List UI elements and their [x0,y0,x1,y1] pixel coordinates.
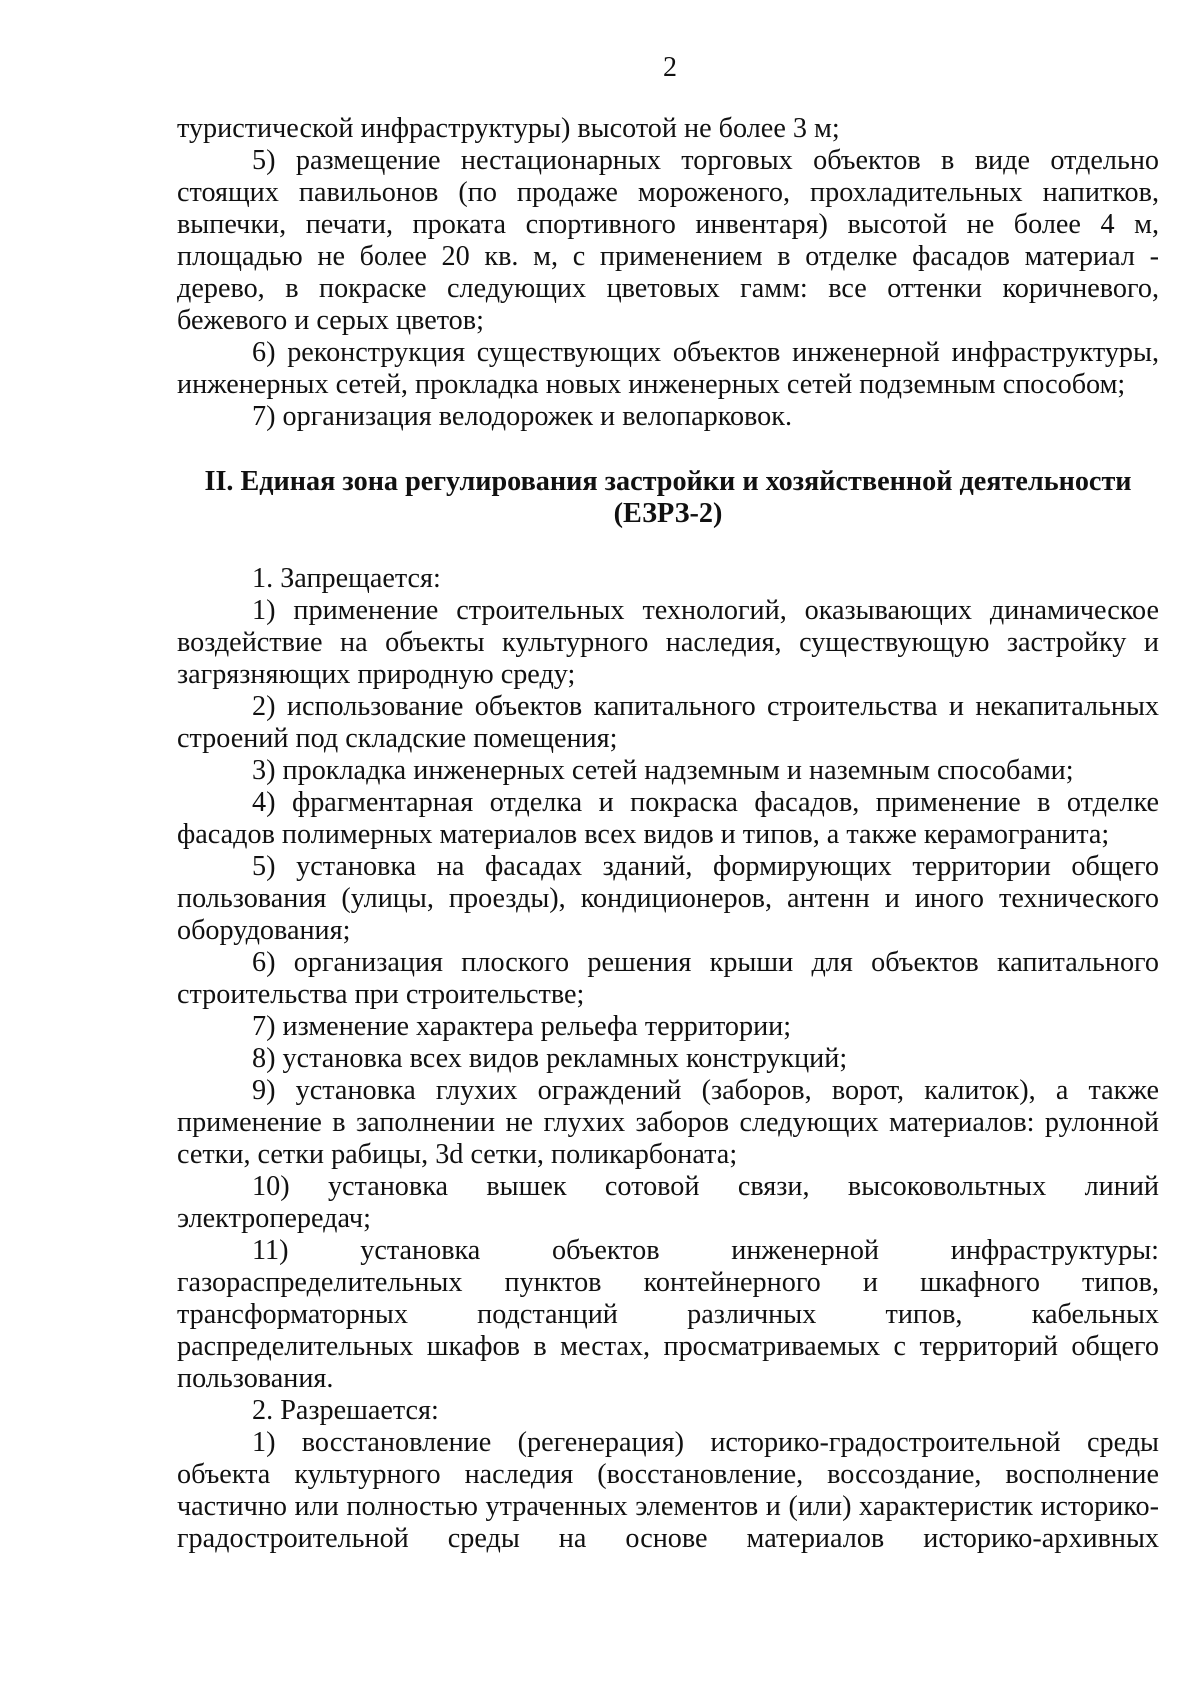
list-item: 9) установка глухих ограждений (заборов, ворот, калиток), а также применение в заполнении не глухих заборов следующих материалов: рулонной сетки, сетки рабицы, 3d сетки, поликарбоната; [177,1075,1159,1170]
document-body [177,113,1159,1555]
spacer [177,530,1159,563]
list-item: 5) установка на фасадах зданий, формирующих территории общего пользования (улицы, проезды), кондиционеров, антенн и иного технического оборудования; [177,851,1159,946]
paragraph-continuation: туристической инфраструктуры) высотой не более 3 м; [177,113,840,144]
list-item: 3) прокладка инженерных сетей надземным и наземным способами; [252,755,1074,786]
list-item: 5) размещение нестационарных торговых объектов в виде отдельно стоящих павильонов (по продаже мороженого, прохладительных напитков, выпечки, печати, проката спортивного инвентаря) высотой не более 4 м, площадью не более 20 кв. м, с применением в отделке фасадов материал - дерево, в покраске следующих цветовых гамм: все оттенки коричневого, бежевого и серых цветов; [177,145,1159,336]
list-item: 6) организация плоского решения крыши для объектов капитального строительства при строительстве; [177,947,1159,1010]
list-item: 8) установка всех видов рекламных конструкций; [252,1043,848,1074]
prohibited-title: 1. Запрещается: [252,563,441,594]
list-item-11-line-2: газораспределительных пунктов контейнерного и шкафного типов, [177,1267,1159,1298]
section-heading [177,466,1159,530]
list-item: 6) реконструкция существующих объектов инженерной инфраструктуры, инженерных сетей, прокладка новых инженерных сетей подземным способом; [177,337,1159,400]
list-item: 1) применение строительных технологий, оказывающих динамическое воздействие на объекты культурного наследия, существующую застройку и загрязняющих природную среду; [177,595,1159,690]
list-item: 7) изменение характера рельефа территории; [252,1011,792,1042]
list-item: 4) фрагментарная отделка и покраска фасадов, применение в отделке фасадов полимерных материалов всех видов и типов, а также керамогранита; [177,787,1159,850]
list-item-11-line-4: распределительных шкафов в местах, просматриваемых с территорий общего пользования. [177,1331,1159,1394]
list-item: 7) организация велодорожек и велопарковок. [252,401,793,432]
list-item: 2) использование объектов капитального строительства и некапитальных строений под складские помещения; [177,691,1159,754]
page-number: 2 [663,52,677,83]
list-item-11-line-1: 11) установка объектов инженерной инфраструктуры: [252,1235,1159,1266]
section-heading-line-2: (ЕЗРЗ-2) [613,498,723,529]
allowed-title: 2. Разрешается: [252,1395,439,1426]
list-item-11-line-3: трансформаторных подстанций различных типов, кабельных [177,1299,1159,1330]
list-item: 1) восстановление (регенерация) историко-градостроительной среды объекта культурного наследия (восстановление, воссоздание, восполнение частично или полностью утраченных элементов и (или) характеристик историко-градостроительной среды на основе материалов историко-архивных [177,1427,1159,1554]
list-item-10-line-1: 10) установка вышек сотовой связи, высоковольтных линий [252,1171,1159,1202]
list-item-10-line-2: электропередач; [177,1203,371,1234]
section-heading-line-1: II. Единая зона регулирования застройки и хозяйственной деятельности [204,466,1132,497]
spacer [177,433,1159,466]
